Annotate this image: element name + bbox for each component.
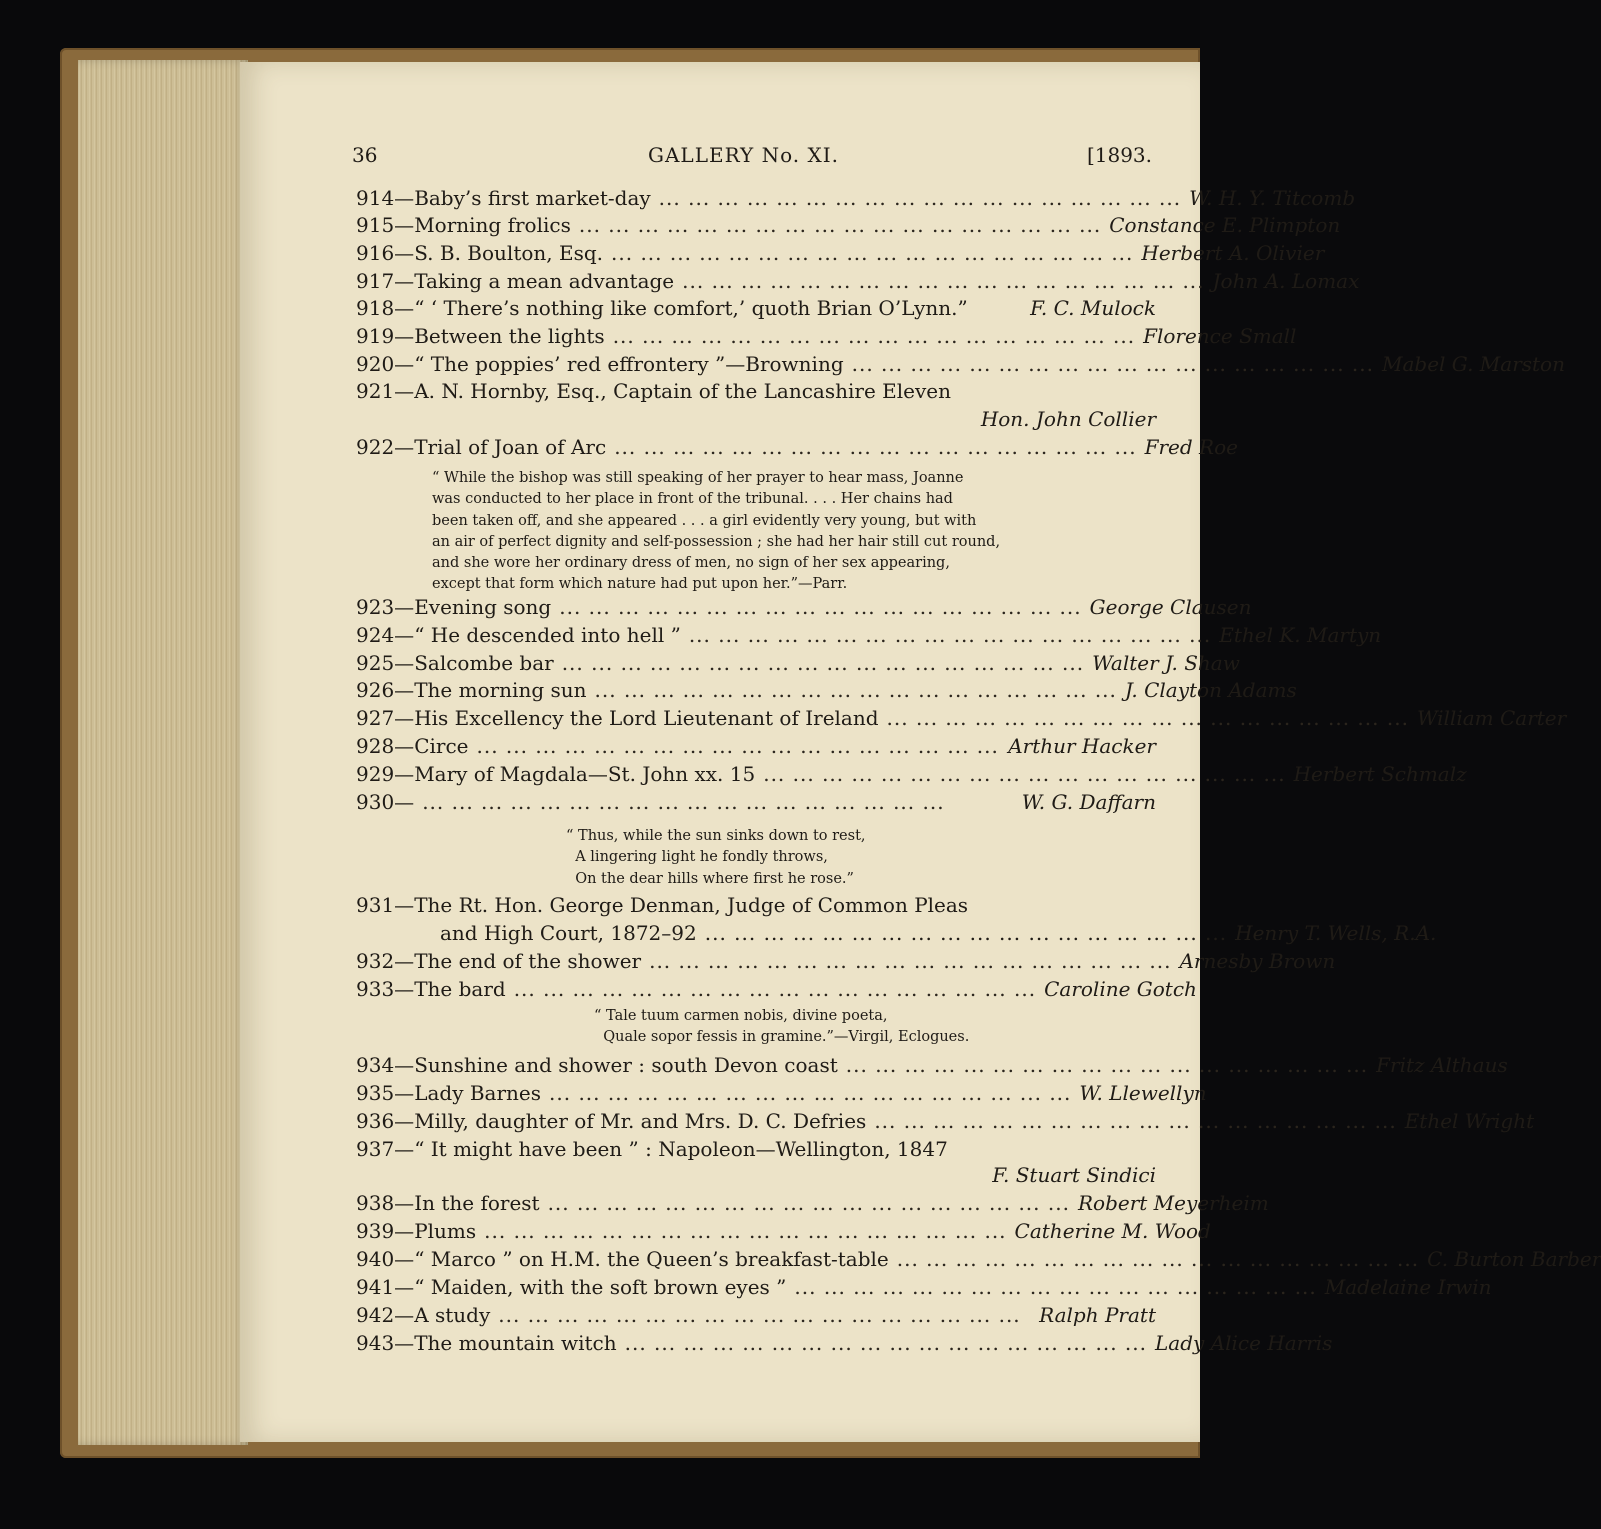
entry-artist: F. C. Mulock (1030, 296, 1156, 320)
entry-title: S. B. Boulton, Esq. (414, 241, 604, 265)
entry-artist: Hon. John Collier (980, 407, 1156, 431)
entry-artist: William Carter (1416, 706, 1567, 730)
leader-dots: ... ... ... ... ... ... ... ... ... ... ... ... ... ... ... ... ... ... (682, 269, 1205, 293)
entry-title: The end of the shower (414, 949, 642, 973)
entry-title: The Rt. Hon. George Denman, Judge of Common Pleas (414, 893, 969, 917)
entry-title: In the forest (414, 1191, 540, 1215)
catalogue-entry (356, 893, 1156, 923)
entry-title: Evening song (414, 595, 552, 619)
quote-daffarn: “ Thus, while the sun sinks down to rest, A lingering light he fondly throws, On the dear hills where first he rose.” (566, 828, 866, 887)
page-number: 36 (352, 143, 378, 167)
leader-dots: ... ... ... ... ... ... ... ... ... ... ... ... ... ... ... ... ... ... (688, 623, 1212, 647)
entry-number: 919— (356, 324, 415, 348)
catalogue-entry (356, 352, 1565, 382)
catalogue-entry (356, 296, 1156, 326)
entry-artist: Walter J. Shaw (1092, 651, 1240, 675)
entry-title: A study (414, 1303, 491, 1327)
entry-title: His Excellency the Lord Lieutenant of Ireland (414, 706, 879, 730)
entry-number: 921— (356, 379, 415, 403)
catalogue-entry (356, 977, 1197, 1007)
catalogue-entry (356, 1191, 1269, 1221)
catalogue-entry (356, 790, 1156, 820)
entry-number: 935— (356, 1081, 415, 1105)
leader-dots: ... ... ... ... ... ... ... ... ... ... ... ... ... ... ... ... ... ... (763, 762, 1286, 786)
entry-number: 923— (356, 595, 415, 619)
leader-dots: ... ... ... ... ... ... ... ... ... ... ... ... ... ... ... ... ... ... (704, 921, 1228, 945)
entry-artist: Herbert A. Olivier (1141, 241, 1325, 265)
catalogue-entry (356, 241, 1325, 271)
leader-dots: ... ... ... ... ... ... ... ... ... ... ... ... ... ... ... ... ... ... (658, 186, 1182, 210)
leader-dots: ... ... ... ... ... ... ... ... ... ... ... ... ... ... ... ... ... ... (874, 1109, 1397, 1133)
leader-dots: ... ... ... ... ... ... ... ... ... ... ... ... ... ... ... ... ... ... (649, 949, 1172, 973)
catalogue-entry (356, 324, 1297, 354)
entry-number: 918— (356, 296, 415, 320)
entry-title: Taking a mean advantage (414, 269, 675, 293)
page-edges (78, 60, 248, 1445)
entry-artist: Florence Small (1143, 324, 1297, 348)
catalogue-entry (356, 706, 1567, 736)
entry-artist: Herbert Schmalz (1293, 762, 1467, 786)
entry-number: 927— (356, 706, 415, 730)
entry-artist: Ralph Pratt (1039, 1303, 1156, 1327)
entry-artist: J. Clayton Adams (1124, 678, 1297, 702)
leader-dots: ... ... ... ... ... ... ... ... ... ... ... ... ... ... ... ... ... ... (611, 241, 1134, 265)
entry-number: 942— (356, 1303, 415, 1327)
catalogue-entry (356, 623, 1382, 653)
entry-title: “ Marco ” on H.M. the Queen’s breakfast-table (414, 1247, 889, 1271)
entry-title: The morning sun (414, 678, 587, 702)
page-title: GALLERY No. XI. (648, 143, 839, 167)
entry-artist: C. Burton Barber (1427, 1247, 1601, 1271)
entry-artist: Ethel Wright (1404, 1109, 1535, 1133)
entry-title: Lady Barnes (414, 1081, 542, 1105)
entry-artist: Fred Roe (1144, 435, 1238, 459)
entry-artist: John A. Lomax (1212, 269, 1360, 293)
entry-number: 941— (356, 1275, 415, 1299)
leader-dots: ... ... ... ... ... ... ... ... ... ... ... ... ... ... ... ... ... ... (561, 651, 1085, 675)
entry-artist: Arnesby Brown (1179, 949, 1336, 973)
catalogue-entry (356, 269, 1360, 299)
entry-number: 930— (356, 790, 415, 814)
entry-title: Sunshine and shower : south Devon coast (414, 1053, 838, 1077)
leader-dots: ... ... ... ... ... ... ... ... ... ... ... ... ... ... ... ... ... ... (484, 1219, 1007, 1243)
entry-number: 938— (356, 1191, 415, 1215)
entry-artist: George Clausen (1089, 595, 1252, 619)
entry-artist: W. H. Y. Titcomb (1189, 186, 1356, 210)
catalogue-entry (356, 1219, 1211, 1249)
catalogue-entry (356, 734, 1156, 764)
leader-dots: ... ... ... ... ... ... ... ... ... ... ... ... ... ... ... ... ... ... (578, 213, 1102, 237)
entry-number: 922— (356, 435, 415, 459)
catalogue-entry (356, 1331, 1333, 1361)
entry-title: Between the lights (414, 324, 605, 348)
leader-dots: ... ... ... ... ... ... ... ... ... ... ... ... ... ... ... ... ... ... (498, 1303, 1021, 1327)
entry-artist: W. Llewellyn (1079, 1081, 1207, 1105)
entry-artist: Mabel G. Marston (1382, 352, 1565, 376)
entry-artist: Caroline Gotch (1044, 977, 1197, 1001)
catalogue-entry-continued (440, 921, 1437, 951)
catalogue-entry (356, 678, 1297, 708)
quote-gotch: “ Tale tuum carmen nobis, divine poeta, Quale sopor fessis in gramine.”—Virgil, Eclogues. (594, 1008, 970, 1046)
catalogue-entry (356, 595, 1252, 625)
leader-dots: ... ... ... ... ... ... ... ... ... ... ... ... ... ... ... ... ... ... (476, 734, 999, 758)
entry-title: Trial of Joan of Arc (414, 435, 607, 459)
leader-dots: ... ... ... ... ... ... ... ... ... ... ... ... ... ... ... ... ... ... (851, 352, 1375, 376)
entry-title: Circe (414, 734, 469, 758)
entry-title: “ He descended into hell ” (414, 623, 681, 647)
entry-title: “ It might have been ” : Napoleon—Wellington, 1847 (414, 1137, 948, 1161)
entry-title: Plums (414, 1219, 477, 1243)
leader-dots: ... ... ... ... ... ... ... ... ... ... ... ... ... ... ... ... ... ... (594, 678, 1117, 702)
catalogue-entry (356, 1303, 1156, 1333)
leader-dots: ... ... ... ... ... ... ... ... ... ... ... ... ... ... ... ... ... ... (886, 706, 1409, 730)
entry-artist: Madelaine Irwin (1324, 1275, 1492, 1299)
entry-number: 931— (356, 893, 415, 917)
catalogue-entry (356, 1053, 1508, 1083)
entry-number: 928— (356, 734, 415, 758)
page-year: [1893. (1086, 143, 1152, 167)
entry-artist: F. Stuart Sindici (992, 1163, 1156, 1187)
entry-title: “ The poppies’ red effrontery ”—Browning (414, 352, 844, 376)
entry-title: Morning frolics (414, 213, 571, 237)
entry-number: 934— (356, 1053, 415, 1077)
entry-artist: Robert Meyerheim (1077, 1191, 1269, 1215)
catalogue-entry (356, 1081, 1207, 1111)
entry-title: A. N. Hornby, Esq., Captain of the Lancashire Eleven (414, 379, 951, 403)
leader-dots: ... ... ... ... ... ... ... ... ... ... ... ... ... ... ... ... ... ... (845, 1053, 1369, 1077)
entry-title-continued: and High Court, 1872–92 (440, 921, 697, 945)
entry-title: The bard (414, 977, 506, 1001)
entry-number: 915— (356, 213, 415, 237)
leader-dots: ... ... ... ... ... ... ... ... ... ... ... ... ... ... ... ... ... ... (549, 1081, 1072, 1105)
entry-number: 943— (356, 1331, 415, 1355)
entry-number: 926— (356, 678, 415, 702)
leader-dots: ... ... ... ... ... ... ... ... ... ... ... ... ... ... ... ... ... ... (612, 324, 1136, 348)
entry-title: The mountain witch (414, 1331, 617, 1355)
entry-number: 917— (356, 269, 415, 293)
leader-dots: ... ... ... ... ... ... ... ... ... ... ... ... ... ... ... ... ... ... (547, 1191, 1070, 1215)
leader-dots: ... ... ... ... ... ... ... ... ... ... ... ... ... ... ... ... ... ... (794, 1275, 1317, 1299)
catalogue-entry (356, 1275, 1492, 1305)
entry-title: Milly, daughter of Mr. and Mrs. D. C. Defries (414, 1109, 867, 1133)
entry-number: 940— (356, 1247, 415, 1271)
entry-artist: Lady Alice Harris (1155, 1331, 1333, 1355)
entry-artist: Henry T. Wells, R.A. (1235, 921, 1437, 945)
entry-title: Mary of Magdala—St. John xx. 15 (414, 762, 756, 786)
entry-title: Baby’s first market-day (414, 186, 651, 210)
entry-number: 914— (356, 186, 415, 210)
entry-title: Salcombe bar (414, 651, 554, 675)
entry-number: 916— (356, 241, 415, 265)
entry-title: “ Maiden, with the soft brown eyes ” (414, 1275, 787, 1299)
entry-number: 936— (356, 1109, 415, 1133)
catalogue-entry (356, 762, 1467, 792)
entry-number: 925— (356, 651, 415, 675)
catalogue-entry (356, 435, 1238, 465)
running-header (352, 143, 1152, 173)
entry-number: 920— (356, 352, 415, 376)
entry-artist: Arthur Hacker (1008, 734, 1156, 758)
entry-artist: Ethel K. Martyn (1219, 623, 1382, 647)
entry-number: 939— (356, 1219, 415, 1243)
catalogue-entry (356, 949, 1336, 979)
catalogue-entry (356, 651, 1240, 681)
catalogue-entry (356, 213, 1341, 243)
quote-joan-of-arc: “ While the bishop was still speaking of her prayer to hear mass, Joanne was conducted to her place in front of the tribunal. . . . Her chains had been taken off, and she appeared . . . a girl evidently very young, but with an air of perfect dignity and self-possession ; she had her hair still cut round, and she wore her ordinary dress of men, no sign of her sex appearing, except that form which nature had put upon her.”—Parr. (432, 470, 1001, 593)
leader-dots: ... ... ... ... ... ... ... ... ... ... ... ... ... ... ... ... ... ... (624, 1331, 1147, 1355)
entry-artist: Catherine M. Wood (1014, 1219, 1211, 1243)
catalogue-entry (356, 379, 1156, 409)
entry-number: 932— (356, 949, 415, 973)
entry-number: 933— (356, 977, 415, 1001)
catalogue-entry (356, 1109, 1535, 1139)
entry-number: 937— (356, 1137, 415, 1161)
catalogue-entry (356, 1247, 1601, 1277)
catalogue-entry (356, 186, 1356, 216)
entry-artist: Constance E. Plimpton (1109, 213, 1341, 237)
leader-dots: ... ... ... ... ... ... ... ... ... ... ... ... ... ... ... ... ... ... (614, 435, 1137, 459)
leader-dots: ... ... ... ... ... ... ... ... ... ... ... ... ... ... ... ... ... ... (896, 1247, 1420, 1271)
entry-title: “ ‘ There’s nothing like comfort,’ quoth Brian O’Lynn.” (414, 296, 968, 320)
leader-dots: ... ... ... ... ... ... ... ... ... ... ... ... ... ... ... ... ... ... (513, 977, 1037, 1001)
entry-artist: Fritz Althaus (1376, 1053, 1508, 1077)
entry-artist: W. G. Daffarn (1021, 790, 1156, 814)
leader-dots: ... ... ... ... ... ... ... ... ... ... ... ... ... ... ... ... ... ... (422, 790, 945, 814)
leader-dots: ... ... ... ... ... ... ... ... ... ... ... ... ... ... ... ... ... ... (559, 595, 1082, 619)
entry-number: 924— (356, 623, 415, 647)
entry-number: 929— (356, 762, 415, 786)
